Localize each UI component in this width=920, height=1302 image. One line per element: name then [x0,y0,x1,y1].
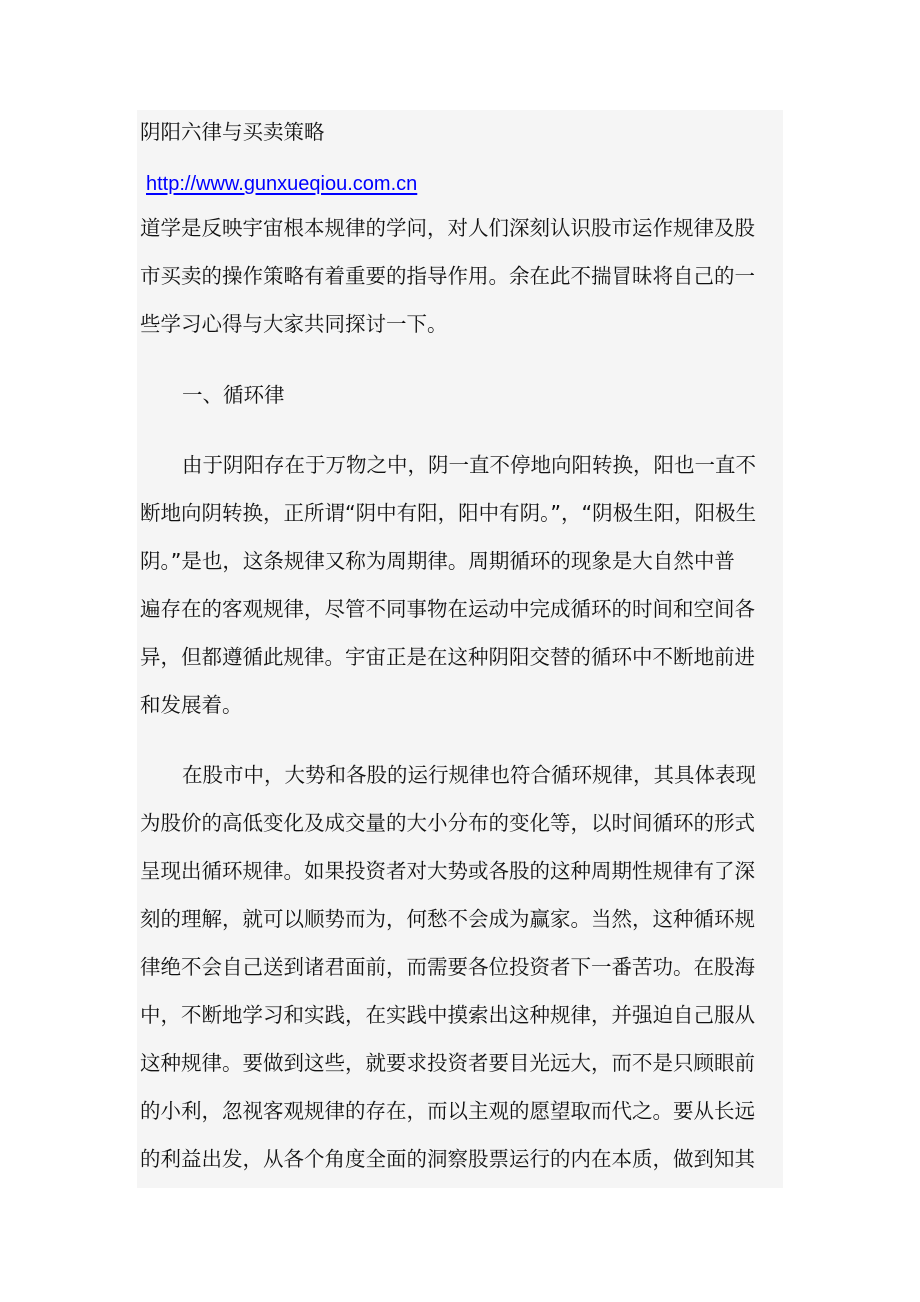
intro-line: 道学是反映宇宙根本规律的学问，对人们深刻认识股市运作规律及股 [140,216,755,240]
paragraph-line: 由于阴阳存在于万物之中，阴一直不停地向阳转换，阳也一直不 [182,453,756,477]
paragraph-line: 为股价的高低变化及成交量的大小分布的变化等，以时间循环的形式 [140,811,755,835]
intro-line: 市买卖的操作策略有着重要的指导作用。余在此不揣冒昧将自己的一 [140,264,755,288]
intro-line: 些学习心得与大家共同探讨一下。 [140,312,448,336]
paragraph-line: 断地向阴转换，正所谓“阴中有阳，阳中有阴。”，“阴极生阳，阳极生 [140,501,757,525]
paragraph-line: 在股市中，大势和各股的运行规律也符合循环规律，其具体表现 [182,763,756,787]
paragraph-line: 律绝不会自己送到诸君面前，而需要各位投资者下一番苦功。在股海 [140,955,755,979]
website-link[interactable]: http://www.gunxueqiou.com.cn [146,173,418,195]
paragraph-line: 刻的理解，就可以顺势而为，何愁不会成为赢家。当然，这种循环规 [140,907,755,931]
paragraph-line: 异，但都遵循此规律。宇宙正是在这种阴阳交替的循环中不断地前进 [140,645,755,669]
paragraph-line: 的小利，忽视客观规律的存在，而以主观的愿望取而代之。要从长远 [140,1099,755,1123]
paragraph-line: 这种规律。要做到这些，就要求投资者要目光远大，而不是只顾眼前 [140,1051,755,1075]
document-title: 阴阳六律与买卖策略 [140,120,325,144]
paragraph-line: 呈现出循环规律。如果投资者对大势或各股的这种周期性规律有了深 [140,859,755,883]
paragraph-line: 阴。”是也，这条规律又称为周期律。周期循环的现象是大自然中普 [140,549,735,573]
paragraph-line: 的利益出发，从各个角度全面的洞察股票运行的内在本质，做到知其 [140,1147,755,1171]
paragraph-line: 和发展着。 [140,693,243,717]
section-heading: 一、循环律 [182,383,285,407]
paragraph-line: 中，不断地学习和实践，在实践中摸索出这种规律，并强迫自己服从 [140,1003,755,1027]
paragraph-line: 遍存在的客观规律，尽管不同事物在运动中完成循环的时间和空间各 [140,597,755,621]
